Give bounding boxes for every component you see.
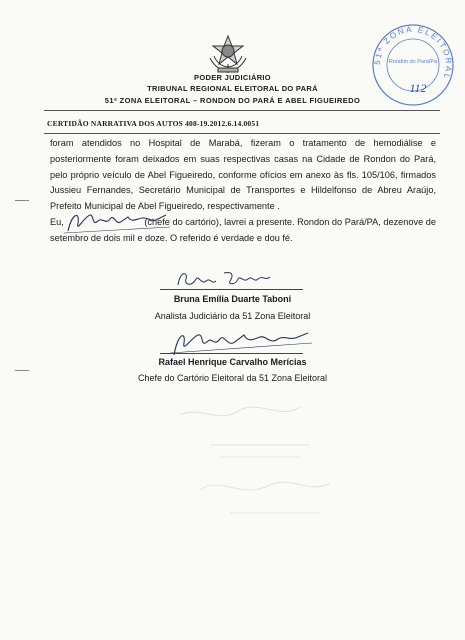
paragraph-b-start: Eu, xyxy=(50,216,64,227)
paragraph-a: foram atendidos no Hospital de Marabá, fizeram o tratamento de hemodiálise e posteriormente foram deixados em suas respectivas casas na Cidade de Rondon do Pará, pelo próprio veículo de Abel Figueiredo, conforme ofícios em anexo às fls. 105/106, firmados Jussieu Fernandes, Secretário Municipal de Transportes e Hildelfonso de Abreu Araújo, Prefeito Municipal de Abel Figueiredo, respectivamente . xyxy=(50,138,436,212)
handwritten-signature-2 xyxy=(166,327,316,359)
signer-1-role: Analista Judiciário da 51 Zona Eleitoral xyxy=(154,311,311,321)
inline-handwritten-signature xyxy=(62,209,172,237)
document-subtitle: CERTIDÃO NARRATIVA DOS AUTOS 408-19.2012.6.14.0051 xyxy=(47,119,260,128)
signer-1-name: Bruna Emília Duarte Taboni xyxy=(173,294,292,304)
punch-mark-top xyxy=(15,200,29,201)
coat-of-arms-icon xyxy=(206,34,250,74)
signature-line-2 xyxy=(160,353,303,354)
signer-2-role: Chefe do Cartório Eleitoral da 51 Zona Eleitoral xyxy=(137,373,328,383)
header-power: PODER JUDICIÁRIO xyxy=(194,73,271,82)
bleed-through-marks xyxy=(170,395,350,535)
signature-line-1 xyxy=(160,289,303,290)
header-tribunal: TRIBUNAL REGIONAL ELEITORAL DO PARÁ xyxy=(147,84,318,93)
header-divider xyxy=(44,110,440,111)
subtitle-divider xyxy=(44,133,440,134)
header-zone: 51ª ZONA ELEITORAL – RONDON DO PARÁ E ABEL FIGUEIREDO xyxy=(104,96,361,105)
page-number: 112 xyxy=(409,81,427,95)
paragraph-b-end: (chefe do cartório), lavrei a presente. Rondon do Pará/PA, dezenove de setembro de dois mil e doze. O referido é verdade e dou fé. xyxy=(50,216,436,243)
punch-mark-bottom xyxy=(15,370,29,371)
seal-ring-text: 51ª ZONA ELEITORAL xyxy=(372,24,454,82)
seal-center-text: Rondon do Pará/Pa xyxy=(388,59,438,65)
signer-2-name: Rafael Henrique Carvalho Merícias xyxy=(158,357,307,367)
